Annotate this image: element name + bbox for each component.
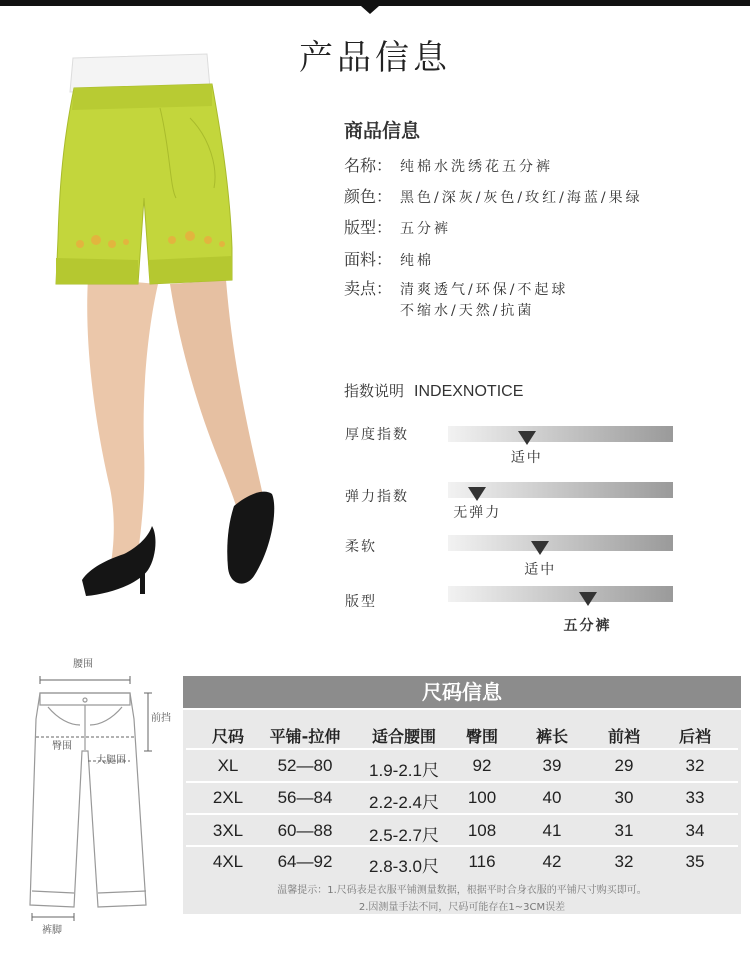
info-key: 颜色： [344, 187, 393, 206]
info-key: 版型： [344, 218, 393, 237]
top-notch [361, 6, 379, 14]
scale-bar-thickness [448, 426, 673, 442]
diagram-label-thigh: 大腿围 [96, 755, 126, 766]
size-cell: 2.5-2.7尺 [369, 826, 439, 845]
page-title: 产品信息 [299, 38, 451, 78]
size-cell: 56—84 [277, 788, 333, 807]
row-separator [186, 845, 738, 847]
diagram-label-waist: 腰围 [73, 659, 93, 670]
size-cell: 31 [614, 821, 634, 840]
size-header-front-rise: 前裆 [607, 727, 640, 746]
size-cell: 1.9-2.1尺 [369, 761, 439, 780]
scale-marker-thickness [518, 431, 536, 445]
info-value: 五分裤 [400, 221, 451, 237]
size-cell: 34 [685, 821, 705, 840]
info-row-fit [344, 215, 451, 238]
info-value-line2: 不缩水/天然/抗菌 [400, 303, 535, 319]
row-separator [186, 781, 738, 783]
size-header-back-rise: 后裆 [678, 727, 711, 746]
size-cell: 2.8-3.0尺 [369, 857, 439, 876]
info-key: 名称： [344, 156, 393, 175]
scale-value-fit: 五分裤 [563, 618, 612, 634]
size-cell: 32 [614, 852, 634, 871]
info-value: 黑色/深灰/灰色/玫红/海蓝/果绿 [400, 190, 643, 206]
info-key: 卖点： [344, 279, 393, 298]
size-cell: 42 [542, 852, 562, 871]
scale-label-fit: 版型 [345, 594, 377, 610]
size-cell: 52—80 [277, 756, 333, 775]
size-cell: 39 [542, 756, 562, 775]
scale-label-thickness: 厚度指数 [345, 427, 409, 443]
size-cell: 32 [685, 756, 705, 775]
index-notice-heading [344, 380, 523, 401]
info-value: 纯棉水洗绣花五分裤 [400, 159, 553, 175]
size-header-flat-stretch: 平铺-拉伸 [269, 727, 341, 746]
info-row-fabric [344, 247, 434, 270]
size-cell: 30 [614, 788, 634, 807]
size-note-2: 2.因测量手法不同，尺码可能存在1~3CM误差 [358, 902, 566, 913]
size-cell: XL [217, 756, 239, 775]
info-row-name [344, 153, 553, 176]
size-cell: 108 [467, 821, 497, 840]
diagram-label-hip: 臀围 [52, 741, 72, 752]
scale-marker-elasticity [468, 487, 486, 501]
size-cell: 64—92 [277, 852, 333, 871]
row-separator [186, 813, 738, 815]
info-value: 纯棉 [400, 253, 434, 269]
size-header-hip: 臀围 [465, 727, 498, 746]
size-note-1: 温馨提示：1.尺码表是衣服平铺测量数据，根据平时合身衣服的平铺尺寸购买即可。 [277, 885, 647, 896]
size-cell: 100 [467, 788, 497, 807]
scale-marker-fit [579, 592, 597, 606]
size-cell: 29 [614, 756, 634, 775]
row-separator [186, 748, 738, 750]
size-cell: 41 [542, 821, 562, 840]
product-photo [40, 48, 320, 618]
scale-value-elasticity: 无弹力 [453, 505, 502, 521]
size-table-title: 尺码信息 [183, 676, 741, 708]
size-cell: 2.2-2.4尺 [369, 793, 439, 812]
scale-marker-softness [531, 541, 549, 555]
product-info-heading: 商品信息 [344, 120, 421, 142]
size-cell: 4XL [212, 852, 244, 871]
info-key: 面料： [344, 250, 393, 269]
index-heading-en: INDEXNOTICE [414, 383, 524, 400]
scale-bar-fit [448, 586, 673, 602]
scale-bar-softness [448, 535, 673, 551]
size-cell: 3XL [212, 821, 244, 840]
index-heading-cn: 指数说明 [344, 382, 405, 400]
size-cell: 116 [468, 852, 496, 871]
size-header-waist: 适合腰围 [371, 727, 436, 746]
size-cell: 33 [685, 788, 705, 807]
size-cell: 2XL [212, 788, 244, 807]
info-row-color [344, 184, 643, 207]
size-cell: 60—88 [277, 821, 333, 840]
size-header-length: 裤长 [535, 727, 568, 746]
info-value: 清爽透气/环保/不起球 [400, 282, 569, 298]
scale-value-softness: 适中 [524, 562, 557, 578]
diagram-label-hem: 裤脚 [42, 925, 62, 935]
diagram-label-front-rise: 前挡 [151, 713, 171, 724]
size-header-size: 尺码 [211, 727, 244, 746]
scale-value-thickness: 适中 [510, 450, 543, 466]
size-cell: 92 [472, 756, 492, 775]
info-row-selling-points [344, 276, 569, 319]
size-cell: 35 [685, 852, 705, 871]
size-cell: 40 [542, 788, 562, 807]
scale-label-softness: 柔软 [345, 539, 377, 555]
pants-measurement-diagram [0, 655, 180, 935]
scale-label-elasticity: 弹力指数 [345, 489, 409, 505]
